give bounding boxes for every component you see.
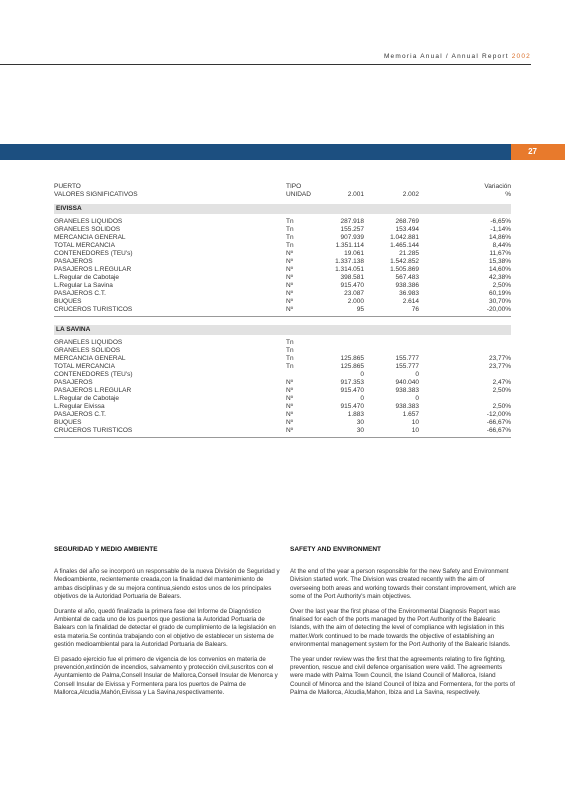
- row-value-2001: 125.865: [340, 363, 364, 370]
- table-row: [54, 411, 511, 419]
- row-label: GRANELES LIQUIDOS: [54, 218, 123, 225]
- report-title: [384, 53, 531, 60]
- row-variation: 2,50%: [492, 282, 511, 289]
- row-value-2002: 2.614: [402, 298, 419, 305]
- report-year: 2002: [511, 53, 531, 60]
- row-label: L.Regular de Cabotaje: [54, 395, 120, 402]
- row-value-2001: 1.351.114: [335, 242, 364, 249]
- header-variacion: Variación: [484, 183, 511, 190]
- row-unit: Nº: [286, 274, 294, 281]
- table-row: [54, 427, 511, 435]
- table-header-row: [54, 183, 511, 191]
- row-value-2002: 938.383: [395, 387, 419, 394]
- row-variation: 60,19%: [488, 290, 511, 297]
- row-unit: Tn: [286, 226, 294, 233]
- table-row: [54, 226, 511, 234]
- row-variation: 2,50%: [492, 387, 511, 394]
- row-variation: 14,86%: [488, 234, 511, 241]
- row-value-2002: 155.777: [395, 363, 419, 370]
- page-number: 27: [528, 147, 537, 156]
- row-variation: 42,38%: [488, 274, 511, 281]
- row-unit: Nº: [286, 387, 294, 394]
- row-label: TOTAL MERCANCIA: [54, 363, 115, 370]
- spanish-heading: SEGURIDAD Y MEDIO AMBIENTE: [54, 546, 158, 553]
- row-value-2002: 153.494: [395, 226, 419, 233]
- row-label: L.Regular La Savina: [54, 282, 113, 289]
- page-band: [0, 144, 565, 160]
- row-value-2002: 268.769: [395, 218, 419, 225]
- row-label: PASAJEROS: [54, 258, 93, 265]
- row-unit: Nº: [286, 250, 294, 257]
- english-paragraph: The year under review was the first that the agreements relating to fire fighting, prevention, rescue and civil defence organisation were valid. The agreements were made with Palma Town Council, the Island Council of Mallorca, Island Council of Minorca and the Island Council of Ibiza and Formentera, for the ports of Palma de Mallorca, Alcudia,Mahon, Ibiza and La Savina, respectively.: [290, 656, 515, 696]
- table-row: [54, 234, 511, 242]
- row-value-2002: 0: [415, 371, 419, 378]
- row-unit: Nº: [286, 395, 294, 402]
- row-value-2002: 1.042.881: [390, 234, 419, 241]
- table-row: [54, 298, 511, 306]
- row-variation: 23,77%: [488, 363, 511, 370]
- row-variation: -6,65%: [490, 218, 511, 225]
- row-variation: 2,47%: [492, 379, 511, 386]
- section-divider: [54, 316, 511, 317]
- spanish-paragraph: Durante el año, quedó finalizada la primera fase del Informe de Diagnóstico Ambiental de cada uno de los puertos que gestiona la Autoridad Portuaria de Balears con la finalidad de detectar el grado de cumplimiento de la legislación en esta materia.Se continúa trabajando con el objetivo de establecer un sistema de gestión medioambiental para la Autoridad Portuaria de Balears.: [54, 608, 276, 648]
- row-variation: 30,70%: [488, 298, 511, 305]
- table-row: [54, 266, 511, 274]
- table-row: [54, 395, 511, 403]
- header-year-2002: 2.002: [402, 191, 419, 198]
- row-unit: Nº: [286, 298, 294, 305]
- table-row: [54, 363, 511, 371]
- row-value-2001: 95: [356, 306, 364, 313]
- header-valores: VALORES SIGNIFICATIVOS: [54, 191, 138, 198]
- table-row: [54, 371, 511, 379]
- row-value-2001: 125.865: [340, 355, 364, 362]
- row-value-2002: 76: [411, 306, 419, 313]
- table-header-row: [54, 191, 511, 199]
- row-value-2001: 398.581: [340, 274, 364, 281]
- row-unit: Nº: [286, 290, 294, 297]
- row-label: GRANELES SOLIDOS: [54, 226, 121, 233]
- row-label: GRANELES LIQUIDOS: [54, 339, 123, 346]
- row-variation: 15,38%: [488, 258, 511, 265]
- row-variation: 2,50%: [492, 403, 511, 410]
- english-text-column: [290, 546, 516, 704]
- row-unit: Nº: [286, 403, 294, 410]
- row-value-2001: 1.314.051: [335, 266, 364, 273]
- section-header: LA SAVINA: [54, 325, 511, 335]
- row-value-2002: 938.386: [395, 282, 419, 289]
- row-value-2002: 21.285: [399, 250, 419, 257]
- section-divider: [54, 437, 511, 438]
- row-value-2001: 915.470: [340, 403, 364, 410]
- row-value-2001: 30: [356, 419, 364, 426]
- row-label: TOTAL MERCANCIA: [54, 242, 115, 249]
- row-value-2001: 915.470: [340, 282, 364, 289]
- row-variation: -20,00%: [486, 306, 511, 313]
- row-label: PASAJEROS: [54, 379, 93, 386]
- row-label: PASAJEROS C.T.: [54, 290, 106, 297]
- row-value-2001: 30: [356, 427, 364, 434]
- row-value-2002: 36.983: [399, 290, 419, 297]
- table-row: [54, 387, 511, 395]
- table-row: [54, 274, 511, 282]
- header-puerto: PUERTO: [54, 183, 81, 190]
- row-value-2001: 19.061: [344, 250, 364, 257]
- page-number-block: [511, 144, 565, 160]
- english-paragraph: At the end of the year a person responsible for the new Safety and Environment Division started work. The Division was created recently with the aim of overseeing both areas and working towards their constant improvement, which are some of the Port Authority's main objectives.: [290, 568, 516, 600]
- row-value-2001: 2.000: [347, 298, 364, 305]
- row-variation: -1,14%: [490, 226, 511, 233]
- spanish-text-column: [54, 546, 280, 704]
- row-label: PASAJEROS L.REGULAR: [54, 387, 132, 394]
- row-label: CONTENEDORES (TEU's): [54, 250, 133, 257]
- row-label: PASAJEROS L.REGULAR: [54, 266, 132, 273]
- row-label: BUQUES: [54, 419, 82, 426]
- header-year-2001: 2.001: [347, 191, 364, 198]
- row-value-2001: 287.918: [340, 218, 364, 225]
- header-percent: %: [505, 191, 511, 198]
- row-value-2001: 1.337.138: [335, 258, 364, 265]
- table-row: [54, 355, 511, 363]
- row-label: BUQUES: [54, 298, 82, 305]
- row-value-2001: 915.470: [340, 387, 364, 394]
- row-variation: -66,67%: [486, 427, 511, 434]
- table-row: [54, 379, 511, 387]
- row-variation: -12,00%: [486, 411, 511, 418]
- table-row: [54, 242, 511, 250]
- row-label: L.Regular de Cabotaje: [54, 274, 120, 281]
- row-value-2002: 155.777: [395, 355, 419, 362]
- row-unit: Nº: [286, 379, 294, 386]
- row-value-2002: 1.505.869: [390, 266, 419, 273]
- row-unit: Nº: [286, 258, 294, 265]
- spanish-paragraph: A finales del año se incorporó un responsable de la nueva División de Seguridad y Medioambiente, recientemente creada,con la finalidad del mantenimiento de ambas disciplinas y de su mejora continua,siendo estos unos de los principales objetivos de la Autoridad Portuaria de Balears.: [54, 568, 280, 600]
- row-unit: Nº: [286, 306, 294, 313]
- header-rule: [0, 64, 531, 65]
- header-unidad: UNIDAD: [286, 191, 311, 198]
- row-unit: Tn: [286, 339, 294, 346]
- row-value-2001: 917.353: [340, 379, 364, 386]
- row-value-2001: 1.883: [347, 411, 364, 418]
- row-label: MERCANCIA GENERAL: [54, 234, 126, 241]
- row-value-2001: 0: [360, 395, 364, 402]
- row-value-2002: 940.040: [395, 379, 419, 386]
- row-label: CONTENEDORES (TEU's): [54, 371, 133, 378]
- table-row: [54, 339, 511, 347]
- row-value-2001: 23.087: [344, 290, 364, 297]
- english-paragraph: Over the last year the first phase of the Environmental Diagnosis Report was finalised for each of the ports managed by the Port Authority of the Balearic Islands, with the aim of detecting the level of compliance with legislation in this matter.Work continued to be made towards the objective of establishing an environmental management system for the Port Authority of the Balearic Islands.: [290, 608, 511, 648]
- english-heading: SAFETY AND ENVIRONMENT: [290, 546, 382, 553]
- row-unit: Tn: [286, 363, 294, 370]
- row-value-2001: 155.257: [340, 226, 364, 233]
- row-label: CRUCEROS TURISTICOS: [54, 427, 133, 434]
- table-row: [54, 347, 511, 355]
- header-tipo: TIPO: [286, 183, 302, 190]
- row-value-2002: 1.657: [402, 411, 419, 418]
- row-value-2002: 938.383: [395, 403, 419, 410]
- row-label: GRANELES SOLIDOS: [54, 347, 121, 354]
- row-unit: Nº: [286, 427, 294, 434]
- table-row: [54, 258, 511, 266]
- row-value-2002: 1.542.852: [390, 258, 419, 265]
- row-unit: Tn: [286, 242, 294, 249]
- row-value-2002: 10: [411, 419, 419, 426]
- row-variation: 8,44%: [492, 242, 511, 249]
- section-header: EIVISSA: [54, 204, 511, 214]
- row-variation: 11,67%: [489, 250, 511, 257]
- row-value-2001: 0: [360, 371, 364, 378]
- row-unit: Tn: [286, 234, 294, 241]
- row-unit: Nº: [286, 282, 294, 289]
- row-variation: 23,77%: [488, 355, 511, 362]
- row-unit: Tn: [286, 218, 294, 225]
- row-unit: Nº: [286, 419, 294, 426]
- row-unit: Tn: [286, 355, 294, 362]
- table-row: [54, 250, 511, 258]
- table-row: [54, 403, 511, 411]
- table-row: [54, 306, 511, 314]
- row-variation: 14,60%: [488, 266, 511, 273]
- report-title-text: Memoria Anual / Annual Report: [383, 53, 509, 60]
- row-label: CRUCEROS TURISTICOS: [54, 306, 133, 313]
- row-value-2001: 907.939: [340, 234, 364, 241]
- row-unit: Nº: [286, 411, 294, 418]
- row-label: L.Regular Eivissa: [54, 403, 105, 410]
- row-variation: -66,67%: [486, 419, 511, 426]
- table-row: [54, 290, 511, 298]
- row-value-2002: 1.465.144: [390, 242, 419, 249]
- row-value-2002: 0: [415, 395, 419, 402]
- row-unit: Nº: [286, 266, 294, 273]
- row-value-2002: 567.483: [395, 274, 419, 281]
- table-row: [54, 218, 511, 226]
- row-unit: Tn: [286, 347, 294, 354]
- table-row: [54, 282, 511, 290]
- port-statistics-table: [54, 183, 511, 438]
- row-value-2002: 10: [411, 427, 419, 434]
- table-row: [54, 419, 511, 427]
- row-label: MERCANCIA GENERAL: [54, 355, 126, 362]
- spanish-paragraph: El pasado ejercicio fue el primero de vigencia de los convenios en materia de prevención,extinción de incendios, salvamento y protección civil,suscritos con el Ayuntamiento de Palma,Consell Insular de Mallorca,Consell Insular de Menorca y Consell Insular de Eivissa y Formentera para los puertos de Palma de Mallorca,Alcudia,Mahón,Eivissa y La Savina,respectivamente.: [54, 656, 278, 696]
- row-label: PASAJEROS C.T.: [54, 411, 106, 418]
